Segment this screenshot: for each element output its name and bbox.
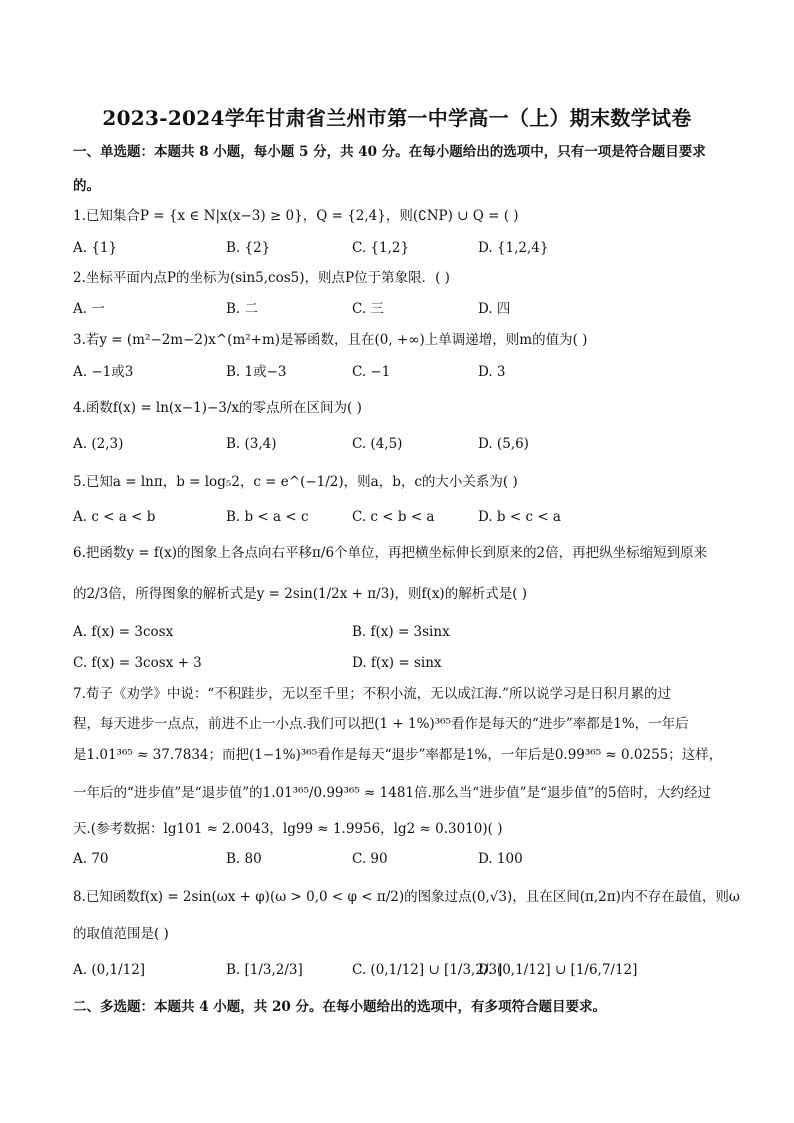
question-3-option-a: A. −1或3 <box>73 364 134 380</box>
question-7-stem-cont-1: 程，每天进步一点点，前进不止一小点.我们可以把(1 + 1%)³⁶⁵看作是每天的“进步”率都是1%，一年后 <box>73 716 689 732</box>
question-7-stem-cont-4: 天.(参考数据：lg101 ≈ 2.0043，lg99 ≈ 1.9956，lg2 ≈ 0.3010)( ) <box>73 821 503 837</box>
question-6-option-c: C. f(x) = 3cosx + 3 <box>73 655 202 671</box>
question-4-option-b: B. (3,4) <box>226 436 277 452</box>
question-3-option-b: B. 1或−3 <box>226 364 287 380</box>
question-5-option-d: D. b < c < a <box>478 509 561 525</box>
question-8-stem-cont: 的取值范围是( ) <box>73 926 169 942</box>
question-5-option-b: B. b < a < c <box>226 509 309 525</box>
question-2-stem: 2.坐标平面内点P的坐标为(sin5,cos5)，则点P位于第象限．( ) <box>73 270 450 286</box>
question-1-option-a: A. {1} <box>73 240 118 256</box>
question-1-stem: 1.已知集合P = {x ∈ N|x(x−3) ≥ 0}，Q = {2,4}，则(∁NP) ∪ Q = ( ) <box>73 208 519 224</box>
question-4-option-c: C. (4,5) <box>352 436 403 452</box>
question-6-stem: 6.把函数y = f(x)的图象上各点向右平移π/6个单位，再把横坐标伸长到原来的2倍，再把纵坐标缩短到原来 <box>73 545 708 561</box>
question-4-stem: 4.函数f(x) = ln(x−1)−3/x的零点所在区间为( ) <box>73 400 362 416</box>
question-6-option-a: A. f(x) = 3cosx <box>73 624 174 640</box>
question-2-option-d: D. 四 <box>478 301 511 317</box>
question-8-option-c: C. (0,1/12] ∪ [1/3,2/3] <box>352 962 503 978</box>
question-4-option-d: D. (5,6) <box>478 436 529 452</box>
section-1-heading: 一、单选题：本题共 8 小题，每小题 5 分，共 40 分。在每小题给出的选项中，只有一项是符合题目要求 <box>73 144 706 160</box>
question-8-option-a: A. (0,1/12] <box>73 962 146 978</box>
question-3-stem: 3.若y = (m²−2m−2)x^(m²+m)是幂函数，且在(0, +∞)上单调递增，则m的值为( ) <box>73 332 588 348</box>
question-5-stem: 5.已知a = lnπ，b = log₅2，c = e^(−1/2)，则a，b，c的大小关系为( ) <box>73 474 518 490</box>
question-7-option-b: B. 80 <box>226 851 262 867</box>
question-2-option-c: C. 三 <box>352 301 384 317</box>
question-7-stem-cont-2: 是1.01³⁶⁵ ≈ 37.7834；而把(1−1%)³⁶⁵看作是每天“退步”率都是1%，一年后是0.99³⁶⁵ ≈ 0.0255；这样， <box>73 747 723 763</box>
question-1-option-b: B. {2} <box>226 240 271 256</box>
question-7-option-d: D. 100 <box>478 851 523 867</box>
section-1-heading-cont: 的。 <box>73 178 100 194</box>
question-4-option-a: A. (2,3) <box>73 436 124 452</box>
question-7-stem: 7.荀子《劝学》中说：“不积跬步，无以至千里；不积小流，无以成江海.”所以说学习是日积月累的过 <box>73 686 671 702</box>
question-2-option-a: A. 一 <box>73 301 105 317</box>
question-3-option-c: C. −1 <box>352 364 391 380</box>
question-8-option-d: D. (0,1/12] ∪ [1/6,7/12] <box>478 962 638 978</box>
question-7-option-a: A. 70 <box>73 851 109 867</box>
question-6-option-d: D. f(x) = sinx <box>352 655 442 671</box>
question-7-option-c: C. 90 <box>352 851 388 867</box>
question-6-option-b: B. f(x) = 3sinx <box>352 624 450 640</box>
question-3-option-d: D. 3 <box>478 364 506 380</box>
question-5-option-c: C. c < b < a <box>352 509 435 525</box>
question-5-option-a: A. c < a < b <box>73 509 156 525</box>
question-7-stem-cont-3: 一年后的“进步值”是“退步值”的1.01³⁶⁵/0.99³⁶⁵ ≈ 1481倍.那么当“进步值”是“退步值”的5倍时，大约经过 <box>73 785 711 801</box>
section-2-heading: 二、多选题：本题共 4 小题，共 20 分。在每小题给出的选项中，有多项符合题目要求。 <box>73 999 606 1015</box>
question-8-stem: 8.已知函数f(x) = 2sin(ωx + φ)(ω > 0,0 < φ < π/2)的图象过点(0,√3)，且在区间(π,2π)内不存在最值，则ω <box>73 889 740 905</box>
question-6-stem-cont: 的2/3倍，所得图象的解析式是y = 2sin(1/2x + π/3)，则f(x)的解析式是( ) <box>73 586 528 602</box>
question-1-option-c: C. {1,2} <box>352 240 410 256</box>
question-8-option-b: B. [1/3,2/3] <box>226 962 303 978</box>
page-title: 2023-2024学年甘肃省兰州市第一中学高一（上）期末数学试卷 <box>102 106 692 130</box>
question-2-option-b: B. 二 <box>226 301 259 317</box>
question-1-option-d: D. {1,2,4} <box>478 240 549 256</box>
